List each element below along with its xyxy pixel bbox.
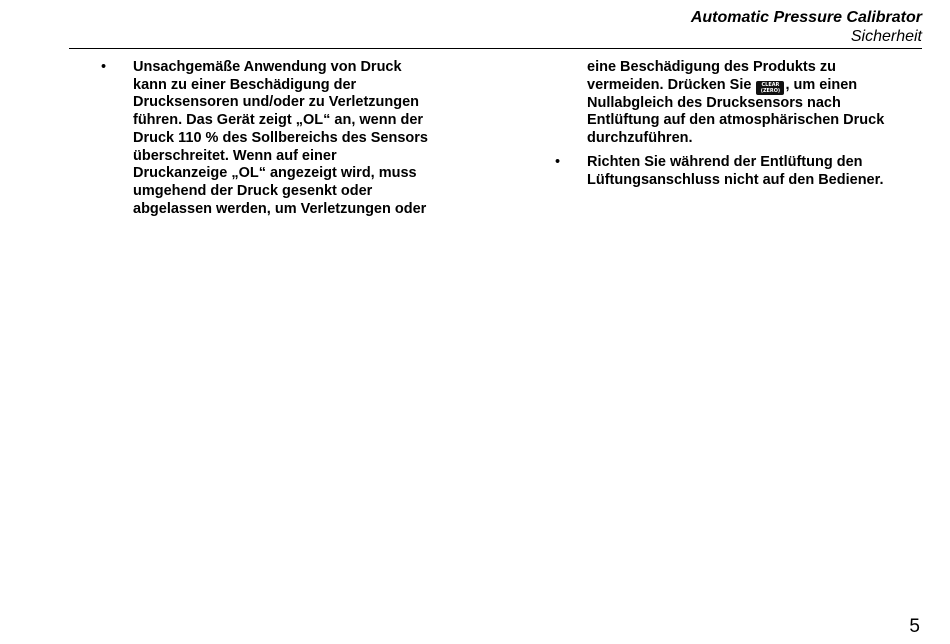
list-item [101,59,461,218]
page-number: 5 [909,616,920,637]
clear-zero-key-icon: CLEAR (ZERO) [756,81,784,95]
text-line: eine Beschädigung des Produkts zu [587,59,836,75]
text-line: Druck 110 % des Sollbereichs des Sensors [133,129,428,146]
text-line: abgelassen werden, um Verletzungen oder [133,200,427,217]
list-item-continuation [555,59,925,148]
text-line: durchzuführen. [587,130,693,147]
document-title: Automatic Pressure Calibrator [690,9,922,26]
bullet: • [555,153,561,170]
page-header [691,8,922,46]
left-column [101,59,461,218]
bullet: • [101,59,107,75]
text-line: kann zu einer Beschädigung der [133,76,357,93]
section-title: Sicherheit [850,28,922,45]
list-item [555,154,925,189]
text-line: umgehend der Druck gesenkt oder [133,182,373,199]
text-line: Richten Sie während der Entlüftung den [587,153,863,170]
text-line: Entlüftung auf den atmosphärischen Druck [587,112,885,129]
text-line: vermeiden. Drücken Sie CLEAR (ZERO) , um einen [587,76,858,94]
text-line: Druckanzeige „OL“ angezeigt wird, muss [133,165,417,182]
text-line: Lüftungsanschluss nicht auf den Bediener. [587,171,884,188]
right-column [555,59,925,189]
text-line: Unsachgemäße Anwendung von Druck [133,59,402,75]
text-line: Nullabgleich des Drucksensors nach [587,94,841,111]
text-line: überschreitet. Wenn auf einer [133,147,337,164]
text-line: Drucksensoren und/oder zu Verletzungen [133,94,420,111]
header-rule [69,48,922,49]
text-line: führen. Das Gerät zeigt „OL“ an, wenn der [133,112,424,129]
